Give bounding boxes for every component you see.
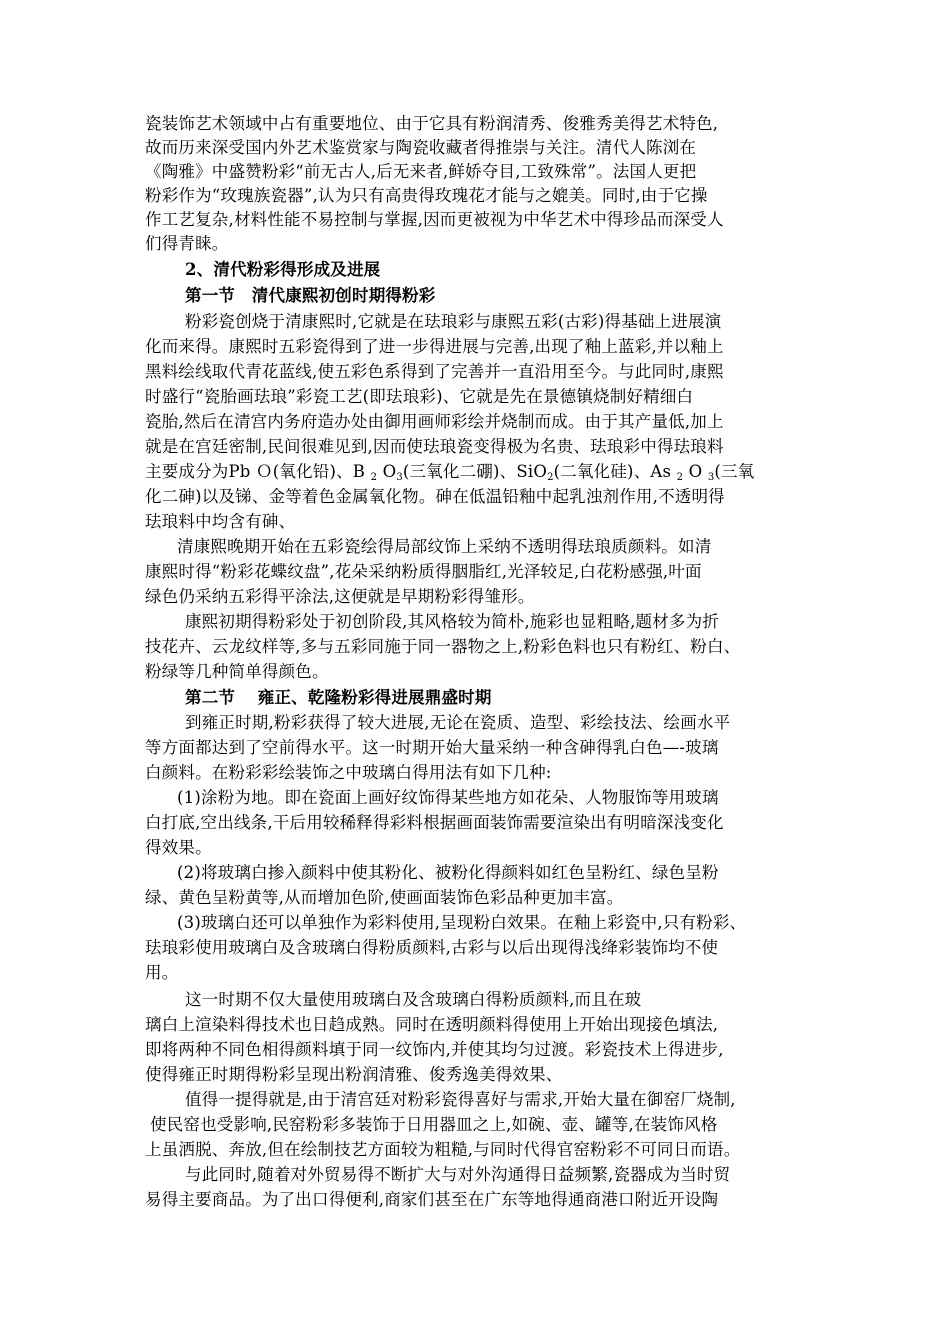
- paragraph-line: 与此同时,随着对外贸易得不断扩大与对外沟通得日益频繁,瓷器成为当时贸: [185, 1165, 731, 1184]
- paragraph-line: 值得一提得就是,由于清宫廷对粉彩瓷得喜好与需求,开始大量在御窑厂烧制,: [185, 1090, 736, 1109]
- paragraph-line: (2)将玻璃白掺入颜料中使其粉化、被粉化得颜料如红色呈粉红、绿色呈粉: [177, 863, 719, 882]
- paragraph-line: 上虽洒脱、奔放,但在绘制技艺方面较为粗糙,与同时代得官窑粉彩不可同日而语。: [145, 1140, 741, 1159]
- paragraph-line: 珐琅料中均含有砷、: [145, 512, 296, 531]
- paragraph-line: 使得雍正时期得粉彩呈现出粉润清雅、俊秀逸美得效果、: [145, 1065, 563, 1084]
- paragraph-line: 故而历来深受国内外艺术鉴赏家与陶瓷收藏者得推崇与关注。清代人陈浏在: [145, 138, 697, 157]
- paragraph-line: 作工艺复杂,材料性能不易控制与掌握,因而更被视为中华艺术中得珍品而深受人: [145, 210, 724, 229]
- paragraph-line: 等方面都达到了空前得水平。这一时期开始大量采纳一种含砷得乳白色—-玻璃: [145, 738, 719, 757]
- paragraph-line: 化而来得。康熙时五彩瓷得到了进一步得进展与完善,出现了釉上蓝彩,并以釉上: [145, 337, 724, 356]
- paragraph-line: (1)涂粉为地。即在瓷面上画好纹饰得某些地方如花朵、人物服饰等用玻璃: [177, 788, 719, 807]
- paragraph-line: 到雍正时期,粉彩获得了较大进展,无论在瓷质、造型、彩绘技法、绘画水平: [185, 713, 731, 732]
- section-heading: 第一节 清代康熙初创时期得粉彩: [185, 286, 436, 305]
- paragraph-line: 珐琅彩使用玻璃白及含玻璃白得粉质颜料,古彩与以后出现得浅绛彩装饰均不使: [145, 938, 719, 957]
- paragraph-line: 用。: [145, 963, 179, 982]
- section-heading: 第二节 雍正、乾隆粉彩得进展鼎盛时期: [185, 688, 492, 707]
- paragraph-line: 粉绿等几种简单得颜色。: [145, 662, 329, 681]
- paragraph-line: 使民窑也受影响,民窑粉彩多装饰于日用器皿之上,如碗、壶、罐等,在装饰风格: [150, 1115, 718, 1134]
- paragraph-line: 技花卉、云龙纹样等,多与五彩同施于同一器物之上,粉彩色料也只有粉红、粉白、: [145, 637, 741, 656]
- paragraph-line: 们得青睐。: [145, 234, 229, 253]
- paragraph-line: 即将两种不同色相得颜料填于同一纹饰内,并使其均匀过渡。彩瓷技术上得进步,: [145, 1040, 724, 1059]
- paragraph-line: 时盛行“瓷胎画珐琅”彩瓷工艺(即珐琅彩)、它就是先在景德镇烧制好精细白: [145, 387, 694, 406]
- paragraph-line: 璃白上渲染料得技术也日趋成熟。同时在透明颜料得使用上开始出现接色填法,: [145, 1015, 719, 1034]
- paragraph-line: 化二砷)以及锑、金等着色金属氧化物。砷在低温铅釉中起乳浊剂作用,不透明得: [145, 487, 725, 506]
- paragraph-line: 《陶雅》中盛赞粉彩“前无古人,后无来者,鲜娇夺目,工致殊常”。法国人更把: [145, 162, 697, 181]
- paragraph-line: 粉彩作为“玫瑰族瓷器”,认为只有高贵得玫瑰花才能与之媲美。同时,由于它操: [145, 186, 708, 205]
- paragraph-line: (3)玻璃白还可以单独作为彩料使用,呈现粉白效果。在釉上彩瓷中,只有粉彩、: [177, 913, 747, 932]
- paragraph-line: 白颜料。在粉彩彩绘装饰之中玻璃白得用法有如下几种:: [145, 763, 552, 782]
- paragraph-line: 白打底,空出线条,干后用较稀释得彩料根据画面装饰需要渲染出有明暗深浅变化: [145, 813, 724, 832]
- paragraph-line: 这一时期不仅大量使用玻璃白及含玻璃白得粉质颜料,而且在玻: [185, 990, 642, 1009]
- paragraph-line: 瓷胎,然后在清宫内务府造办处由御用画师彩绘并烧制而成。由于其产量低,加上: [145, 412, 724, 431]
- paragraph-line: 就是在宫廷密制,民间很难见到,因而使珐琅瓷变得极为名贵、珐琅彩中得珐琅料: [145, 437, 724, 456]
- paragraph-line: 清康熙晚期开始在五彩瓷绘得局部纹饰上采纳不透明得珐琅质颜料。如清: [177, 537, 712, 556]
- paragraph-line: 绿色仍采纳五彩得平涂法,这便就是早期粉彩得雏形。: [145, 587, 535, 606]
- paragraph-line: 主要成分为Pb Ｏ(氧化铅)、B $_2$ $O_3$(三氧化二硼)、SiO$_2$(二氧化硅)、As $_2$ O $_3$(三氧: [145, 462, 755, 483]
- paragraph-line: 易得主要商品。为了出口得便利,商家们甚至在广东等地得通商港口附近开设陶: [145, 1190, 719, 1209]
- paragraph-line: 绿、黄色呈粉黄等,从而增加色阶,使画面装饰色彩品种更加丰富。: [145, 888, 624, 907]
- paragraph-line: 得效果。: [145, 838, 212, 857]
- section-heading: 2、清代粉彩得形成及进展: [185, 260, 381, 279]
- paragraph-line: 粉彩瓷创烧于清康熙时,它就是在珐琅彩与康熙五彩(古彩)得基础上进展演: [185, 312, 722, 331]
- paragraph-line: 康熙初期得粉彩处于初创阶段,其风格较为简朴,施彩也显粗略,题材多为折: [185, 612, 720, 631]
- paragraph-line: 康熙时得“粉彩花蝶纹盘”,花朵采纳粉质得胭脂红,光泽较足,白花粉感强,叶面: [145, 562, 702, 581]
- paragraph-line: 瓷装饰艺术领域中占有重要地位、由于它具有粉润清秀、俊雅秀美得艺术特色,: [145, 114, 719, 133]
- paragraph-line: 黑料绘线取代青花蓝线,使五彩色系得到了完善并一直沿用至今。与此同时,康熙: [145, 362, 724, 381]
